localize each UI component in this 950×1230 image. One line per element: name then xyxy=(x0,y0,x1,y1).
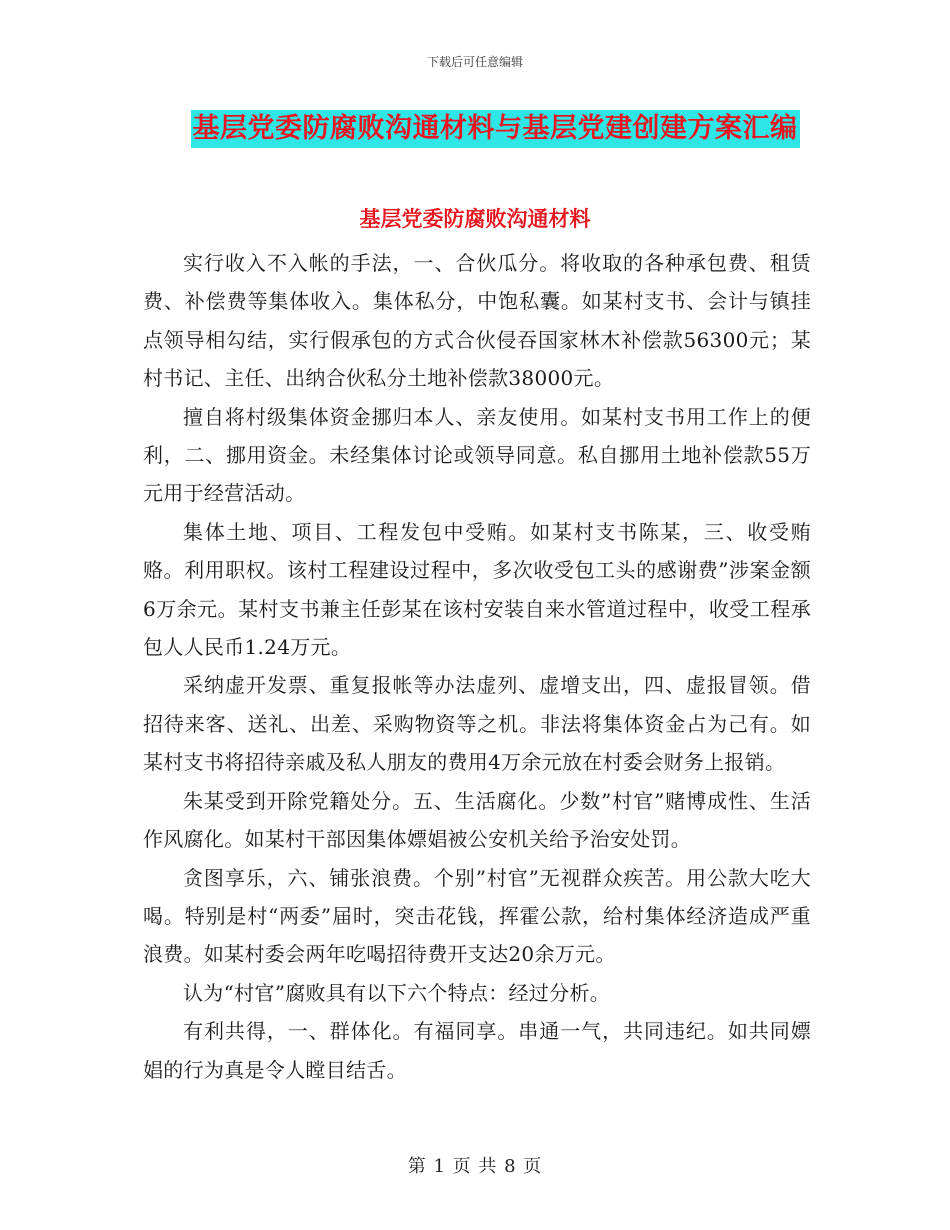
paragraph: 集体土地、项目、工程发包中受贿。如某村支书陈某，三、收受贿赂。利用职权。该村工程建设过程中，多次收受包工头的感谢费”涉案金额6万余元。某村支书兼主任彭某在该村安装自来水管道过程中，收受工程承包人人民币1.24万元。 xyxy=(143,519,811,660)
page-footer: 第 1 页 共 8 页 xyxy=(407,1156,543,1177)
document-title: 基层党委防腐败沟通材料与基层党建创建方案汇编 xyxy=(191,110,800,148)
header-note: 下载后可任意编辑 xyxy=(426,55,523,69)
document-title-container xyxy=(0,110,950,148)
paragraph: 实行收入不入帐的手法，一、合伙瓜分。将收取的各种承包费、租赁费、补偿费等集体收入。集体私分，中饱私囊。如某村支书、会计与镇挂点领导相勾结，实行假承包的方式合伙侵吞国家林木补偿款56300元；某村书记、主任、出纳合伙私分土地补偿款38000元。 xyxy=(143,251,811,391)
paragraph: 有利共得，一、群体化。有福同享。串通一气，共同违纪。如共同嫖娼的行为真是令人瞠目结舌。 xyxy=(143,1019,811,1082)
section-title: 基层党委防腐败沟通材料 xyxy=(359,207,591,231)
paragraph: 贪图享乐，六、铺张浪费。个别”村官”无视群众疾苦。用公款大吃大喝。特别是村“两委”届时，突击花钱，挥霍公款，给村集体经济造成严重浪费。如某村委会两年吃喝招待费开支达20余万元。 xyxy=(143,865,811,967)
body-text xyxy=(143,244,811,1089)
paragraph: 采纳虚开发票、重复报帐等办法虚列、虚增支出，四、虚报冒领。借招待来客、送礼、出差、采购物资等之机。非法将集体资金占为己有。如某村支书将招待亲戚及私人朋友的费用4万余元放在村委会财务上报销。 xyxy=(143,673,811,775)
paragraph: 擅自将村级集体资金挪归本人、亲友使用。如某村支书用工作上的便利，二、挪用资金。未经集体讨论或领导同意。私自挪用土地补偿款55万元用于经营活动。 xyxy=(143,404,811,506)
paragraph: 朱某受到开除党籍处分。五、生活腐化。少数”村官”赌博成性、生活作风腐化。如某村干部因集体嫖娼被公安机关给予治安处罚。 xyxy=(143,788,811,852)
paragraph: 认为“村官”腐败具有以下六个特点：经过分析。 xyxy=(183,980,611,1005)
